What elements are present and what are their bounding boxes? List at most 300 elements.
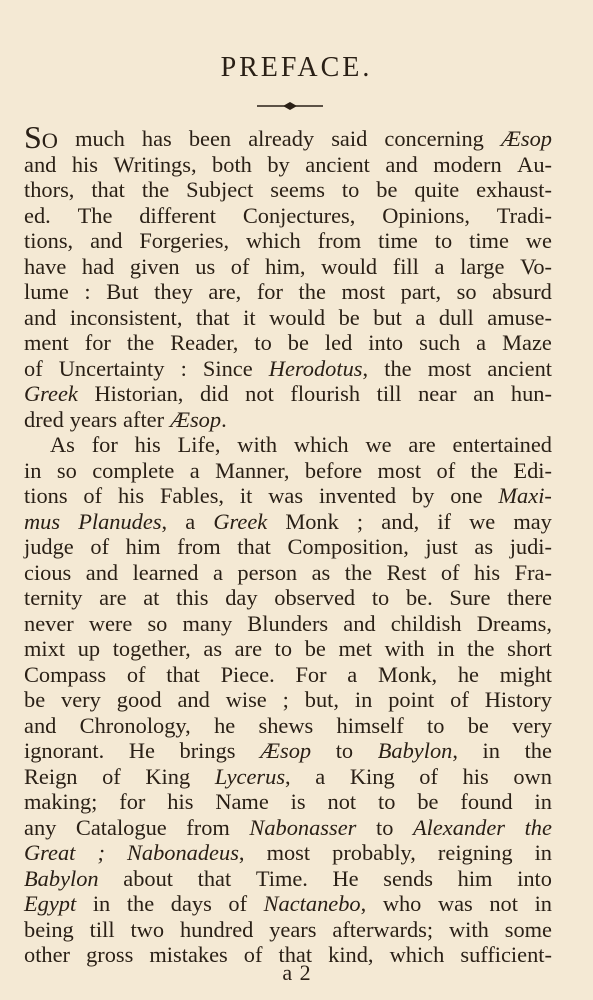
word: to: [375, 814, 394, 840]
word: Uncertainty: [58, 355, 165, 381]
word: :: [84, 279, 91, 304]
drop-cap: S: [24, 119, 42, 155]
word: just: [425, 534, 458, 559]
word: Alexander: [412, 814, 505, 840]
word: already: [248, 126, 315, 151]
word: if: [437, 508, 451, 534]
word: much: [75, 126, 125, 151]
word: which: [293, 432, 349, 457]
word: wise: [225, 687, 267, 712]
word: him: [457, 865, 493, 891]
word: they: [154, 279, 193, 304]
word: for: [256, 279, 283, 304]
word: has: [141, 126, 172, 151]
word: dred: [24, 406, 64, 432]
word: As: [50, 432, 75, 457]
word: Æsop.: [170, 406, 227, 432]
word: Edi-: [513, 457, 552, 483]
word: are: [408, 432, 436, 457]
word: observed: [274, 585, 356, 610]
word: Writings,: [113, 151, 197, 177]
word: two: [130, 916, 165, 942]
word: would: [269, 304, 326, 330]
word: in: [24, 457, 42, 483]
word: Time.: [255, 865, 308, 891]
word: for: [84, 330, 111, 355]
word: Egypt: [24, 891, 77, 916]
word: by: [411, 483, 435, 508]
word: the: [524, 738, 552, 763]
word: sends: [383, 865, 434, 891]
word: up: [77, 636, 101, 661]
word: is: [290, 789, 306, 814]
text-line: [24, 228, 552, 254]
word: exhaust-: [476, 177, 552, 202]
word: fill: [392, 253, 419, 279]
word: Nabonadeus,: [126, 840, 245, 865]
word: for: [119, 789, 146, 814]
word: were: [88, 610, 133, 636]
text-line: [24, 177, 552, 203]
word: and,: [381, 508, 420, 534]
word: of: [440, 559, 460, 585]
word: had: [81, 253, 115, 279]
word: of: [243, 942, 263, 967]
word: lume: [24, 279, 69, 304]
word: into: [368, 330, 404, 355]
word: may: [513, 508, 552, 534]
word: in: [92, 891, 111, 916]
word: Nabonasser: [249, 814, 357, 840]
word: are: [99, 585, 127, 610]
word: been: [188, 126, 232, 151]
word: from: [177, 534, 221, 559]
word: Babylon: [24, 865, 99, 891]
word: for: [91, 432, 118, 457]
text-line: [24, 866, 552, 892]
word: childish: [390, 610, 462, 636]
word: after: [123, 406, 165, 432]
word: :: [180, 355, 187, 381]
word: Herodotus,: [268, 355, 369, 381]
word-part: O: [41, 128, 58, 153]
word: own: [513, 763, 552, 789]
text-line: [24, 279, 552, 305]
text-line: [24, 738, 552, 764]
word: the: [126, 891, 155, 916]
word: ignorant.: [24, 738, 105, 763]
word: Piece.: [220, 661, 275, 687]
word: Greek: [24, 381, 78, 406]
word: his: [474, 559, 501, 585]
word: with: [384, 636, 425, 661]
word: For: [295, 661, 327, 687]
word: hun-: [510, 381, 552, 406]
word: good: [116, 687, 162, 712]
word: point: [388, 687, 435, 712]
word: ternity: [24, 585, 83, 610]
word: his: [167, 789, 194, 814]
word: till: [376, 381, 402, 406]
word: Nactanebo,: [263, 891, 367, 916]
text-line: [24, 840, 552, 866]
word: which: [389, 942, 445, 967]
word: Blunders: [247, 610, 329, 636]
word: Maxi-: [498, 483, 552, 508]
word: the: [344, 559, 373, 585]
word: Monk: [285, 508, 339, 534]
word: of: [419, 763, 438, 789]
word: Fables,: [159, 483, 225, 508]
word: was: [268, 483, 304, 508]
text-line: [24, 815, 552, 841]
word: his: [71, 151, 98, 177]
word: in: [482, 738, 500, 763]
word: invented: [318, 483, 397, 508]
word: Greek: [213, 508, 268, 534]
word: years: [69, 406, 118, 432]
word: was: [437, 891, 473, 916]
word: his: [134, 432, 161, 457]
word: very: [61, 687, 101, 712]
word: with: [237, 432, 278, 457]
word: Au-: [517, 151, 552, 177]
word: we: [365, 432, 392, 457]
word: Opinions,: [382, 202, 470, 228]
word: mus: [24, 508, 61, 534]
text-line: [24, 764, 552, 790]
word: inconsistent,: [69, 304, 183, 330]
word: of: [228, 891, 248, 916]
word: be: [24, 687, 46, 712]
word: Rest: [386, 559, 427, 585]
word: a: [415, 304, 426, 330]
text-line: [24, 611, 552, 637]
word: Chronology,: [79, 712, 191, 738]
word: quite: [414, 177, 460, 202]
word: both: [212, 151, 252, 177]
word: he: [457, 661, 479, 687]
word: Sure: [449, 585, 491, 610]
word: History: [484, 687, 552, 712]
word: Composition,: [287, 534, 409, 559]
word: of: [90, 534, 110, 559]
text-line: [24, 381, 552, 407]
text-line: [24, 407, 552, 433]
word: flourish: [290, 381, 361, 406]
word: in: [534, 840, 552, 865]
word: ment: [24, 330, 69, 355]
word: Lycerus,: [214, 763, 291, 789]
word: to: [427, 712, 445, 738]
word: about: [123, 865, 173, 891]
word: him: [125, 534, 161, 559]
word: would: [321, 253, 378, 279]
word: it: [239, 483, 253, 508]
word: The: [77, 202, 113, 228]
word: be: [338, 304, 360, 330]
word: Life,: [177, 432, 221, 457]
word: [24, 119, 58, 155]
word: person: [237, 559, 298, 585]
word: it: [243, 304, 256, 330]
text-line: [24, 203, 552, 229]
word: and: [24, 304, 57, 330]
word: Compass: [24, 661, 107, 687]
word: ;: [356, 508, 364, 534]
word: that: [166, 661, 200, 687]
word: near: [418, 381, 457, 406]
text-line: [24, 432, 552, 458]
word: many: [182, 610, 233, 636]
word: be: [467, 712, 489, 738]
word: found: [460, 789, 513, 814]
word: and: [90, 228, 123, 253]
word: tions: [24, 483, 68, 508]
word: with: [449, 916, 489, 942]
word: Maze: [502, 330, 552, 355]
word: in: [534, 789, 552, 814]
word: ed.: [24, 202, 51, 228]
word: Great: [24, 840, 76, 865]
word: He: [332, 865, 359, 891]
word: be.: [405, 585, 433, 610]
word: have: [24, 253, 67, 279]
word: shews: [258, 712, 314, 738]
word: met: [338, 636, 373, 661]
word: dull: [438, 304, 474, 330]
word: Forgeries,: [139, 228, 230, 253]
word: seems: [270, 177, 325, 202]
text-line: [24, 458, 552, 484]
word: and: [177, 687, 210, 712]
word: modern: [433, 151, 502, 177]
word: as: [474, 534, 494, 559]
text-line: [24, 330, 552, 356]
word: judi-: [509, 534, 552, 559]
word: a: [185, 508, 196, 534]
word: not: [489, 891, 518, 916]
word: the: [298, 279, 326, 304]
word: said: [331, 126, 368, 151]
word: Manner,: [215, 457, 290, 483]
word: Æsop: [500, 126, 552, 151]
word: us: [195, 253, 216, 279]
word: be: [376, 177, 398, 202]
word: not: [327, 789, 357, 814]
word: which: [245, 228, 301, 253]
word: there: [507, 585, 552, 610]
word: never: [24, 610, 74, 636]
word: himself: [336, 712, 404, 738]
word: be: [304, 636, 326, 661]
word: so: [456, 279, 477, 304]
word: such: [419, 330, 461, 355]
word: of: [83, 483, 103, 508]
word: and: [85, 559, 119, 585]
word: large: [460, 253, 505, 279]
text-line: [24, 534, 552, 560]
word: ancient: [487, 355, 552, 381]
word: to: [341, 177, 360, 202]
word: brings: [179, 738, 236, 763]
word: a: [347, 661, 358, 687]
word: Vo-: [520, 253, 552, 279]
word: gross: [86, 942, 134, 967]
word: Fra-: [514, 559, 552, 585]
word: the: [141, 177, 170, 202]
word: from: [317, 228, 362, 253]
word: Name: [215, 789, 269, 814]
text-line: [24, 305, 552, 331]
word: Dreams,: [476, 610, 552, 636]
word: an: [473, 381, 495, 406]
word: Reign: [24, 763, 78, 789]
word: Planudes,: [78, 508, 168, 534]
word: he: [214, 712, 236, 738]
text-line: [24, 152, 552, 178]
ornament-rule-icon: [255, 100, 325, 112]
word: to: [378, 789, 396, 814]
word: in: [354, 687, 373, 712]
word: of: [126, 661, 146, 687]
word: sufficient-: [460, 942, 552, 967]
word: probably,: [332, 840, 416, 865]
text-line: [24, 254, 552, 280]
word: very: [512, 712, 552, 738]
text-line: [24, 483, 552, 509]
word: kind,: [328, 942, 374, 967]
word: him,: [265, 253, 306, 279]
word: the: [470, 457, 498, 483]
word: ancient: [305, 151, 370, 177]
word: but: [373, 304, 402, 330]
text-line: [24, 789, 552, 815]
word: led: [324, 330, 353, 355]
word: of: [24, 355, 43, 381]
word: that: [197, 865, 232, 891]
word: to: [274, 636, 293, 661]
word: who: [382, 891, 422, 916]
text-line: [24, 662, 552, 688]
word: at: [143, 585, 160, 610]
word: King: [349, 763, 395, 789]
word: of: [450, 687, 469, 712]
text-line: [24, 560, 552, 586]
word: any: [24, 814, 57, 840]
word: Catalogue: [75, 814, 167, 840]
word: He: [128, 738, 155, 763]
text-line: [24, 713, 552, 739]
word: afterwards;: [332, 916, 434, 942]
word: time: [378, 228, 418, 253]
word: of: [102, 763, 121, 789]
word: most: [266, 840, 311, 865]
word: most: [341, 279, 386, 304]
word: the: [467, 636, 495, 661]
word: might: [499, 661, 552, 687]
word: so: [56, 457, 77, 483]
word: tions,: [24, 228, 74, 253]
word: being: [24, 916, 74, 942]
word: this: [176, 585, 209, 610]
text-line: [24, 636, 552, 662]
word: the: [384, 355, 412, 381]
word: to: [335, 738, 354, 763]
word: Monk,: [378, 661, 438, 687]
text-line: [24, 119, 552, 155]
word: are: [234, 636, 263, 661]
word: into: [517, 865, 552, 891]
word: Subject: [186, 177, 254, 202]
word: a: [476, 330, 487, 355]
preface-text: [24, 119, 552, 968]
word: in: [534, 891, 552, 916]
word: but,: [304, 687, 339, 712]
word: amuse-: [487, 304, 552, 330]
word: Reader,: [170, 330, 239, 355]
word: learned: [132, 559, 199, 585]
word: entertained: [452, 432, 552, 457]
word: of: [436, 457, 456, 483]
text-line: [24, 687, 552, 713]
text-line: [24, 509, 552, 535]
word: that: [278, 942, 313, 967]
word: King: [145, 763, 191, 789]
text-line: [24, 356, 552, 382]
word: did: [199, 381, 229, 406]
word: are,: [208, 279, 242, 304]
text-line: [24, 917, 552, 943]
word: part,: [400, 279, 442, 304]
word: short: [507, 636, 552, 661]
word: Æsop: [260, 738, 312, 763]
word: that: [237, 534, 271, 559]
word: from: [186, 814, 230, 840]
word: as: [311, 559, 331, 585]
word: most: [377, 457, 422, 483]
word: making;: [24, 789, 98, 814]
word: reigning: [437, 840, 513, 865]
word: that: [195, 304, 230, 330]
word: his: [462, 763, 489, 789]
word: as: [203, 636, 223, 661]
word: the: [524, 814, 552, 840]
text-line: [24, 585, 552, 611]
word: of: [230, 253, 250, 279]
word: But: [106, 279, 139, 304]
word: we: [469, 508, 496, 534]
word: before: [304, 457, 363, 483]
word: to: [371, 585, 390, 610]
word: in: [437, 636, 455, 661]
word: judge: [24, 534, 74, 559]
word: a: [434, 253, 445, 279]
word: a: [315, 763, 326, 789]
word: so: [147, 610, 168, 636]
word: by: [267, 151, 290, 177]
word: ;: [97, 840, 105, 865]
word: different: [139, 202, 216, 228]
word: Since: [202, 355, 253, 381]
word: some: [504, 916, 552, 942]
word: and: [385, 151, 418, 177]
word: years: [269, 916, 317, 942]
text-line: [24, 891, 552, 917]
word: be: [287, 330, 309, 355]
word: together,: [112, 636, 191, 661]
page-title: PREFACE.: [220, 52, 373, 83]
